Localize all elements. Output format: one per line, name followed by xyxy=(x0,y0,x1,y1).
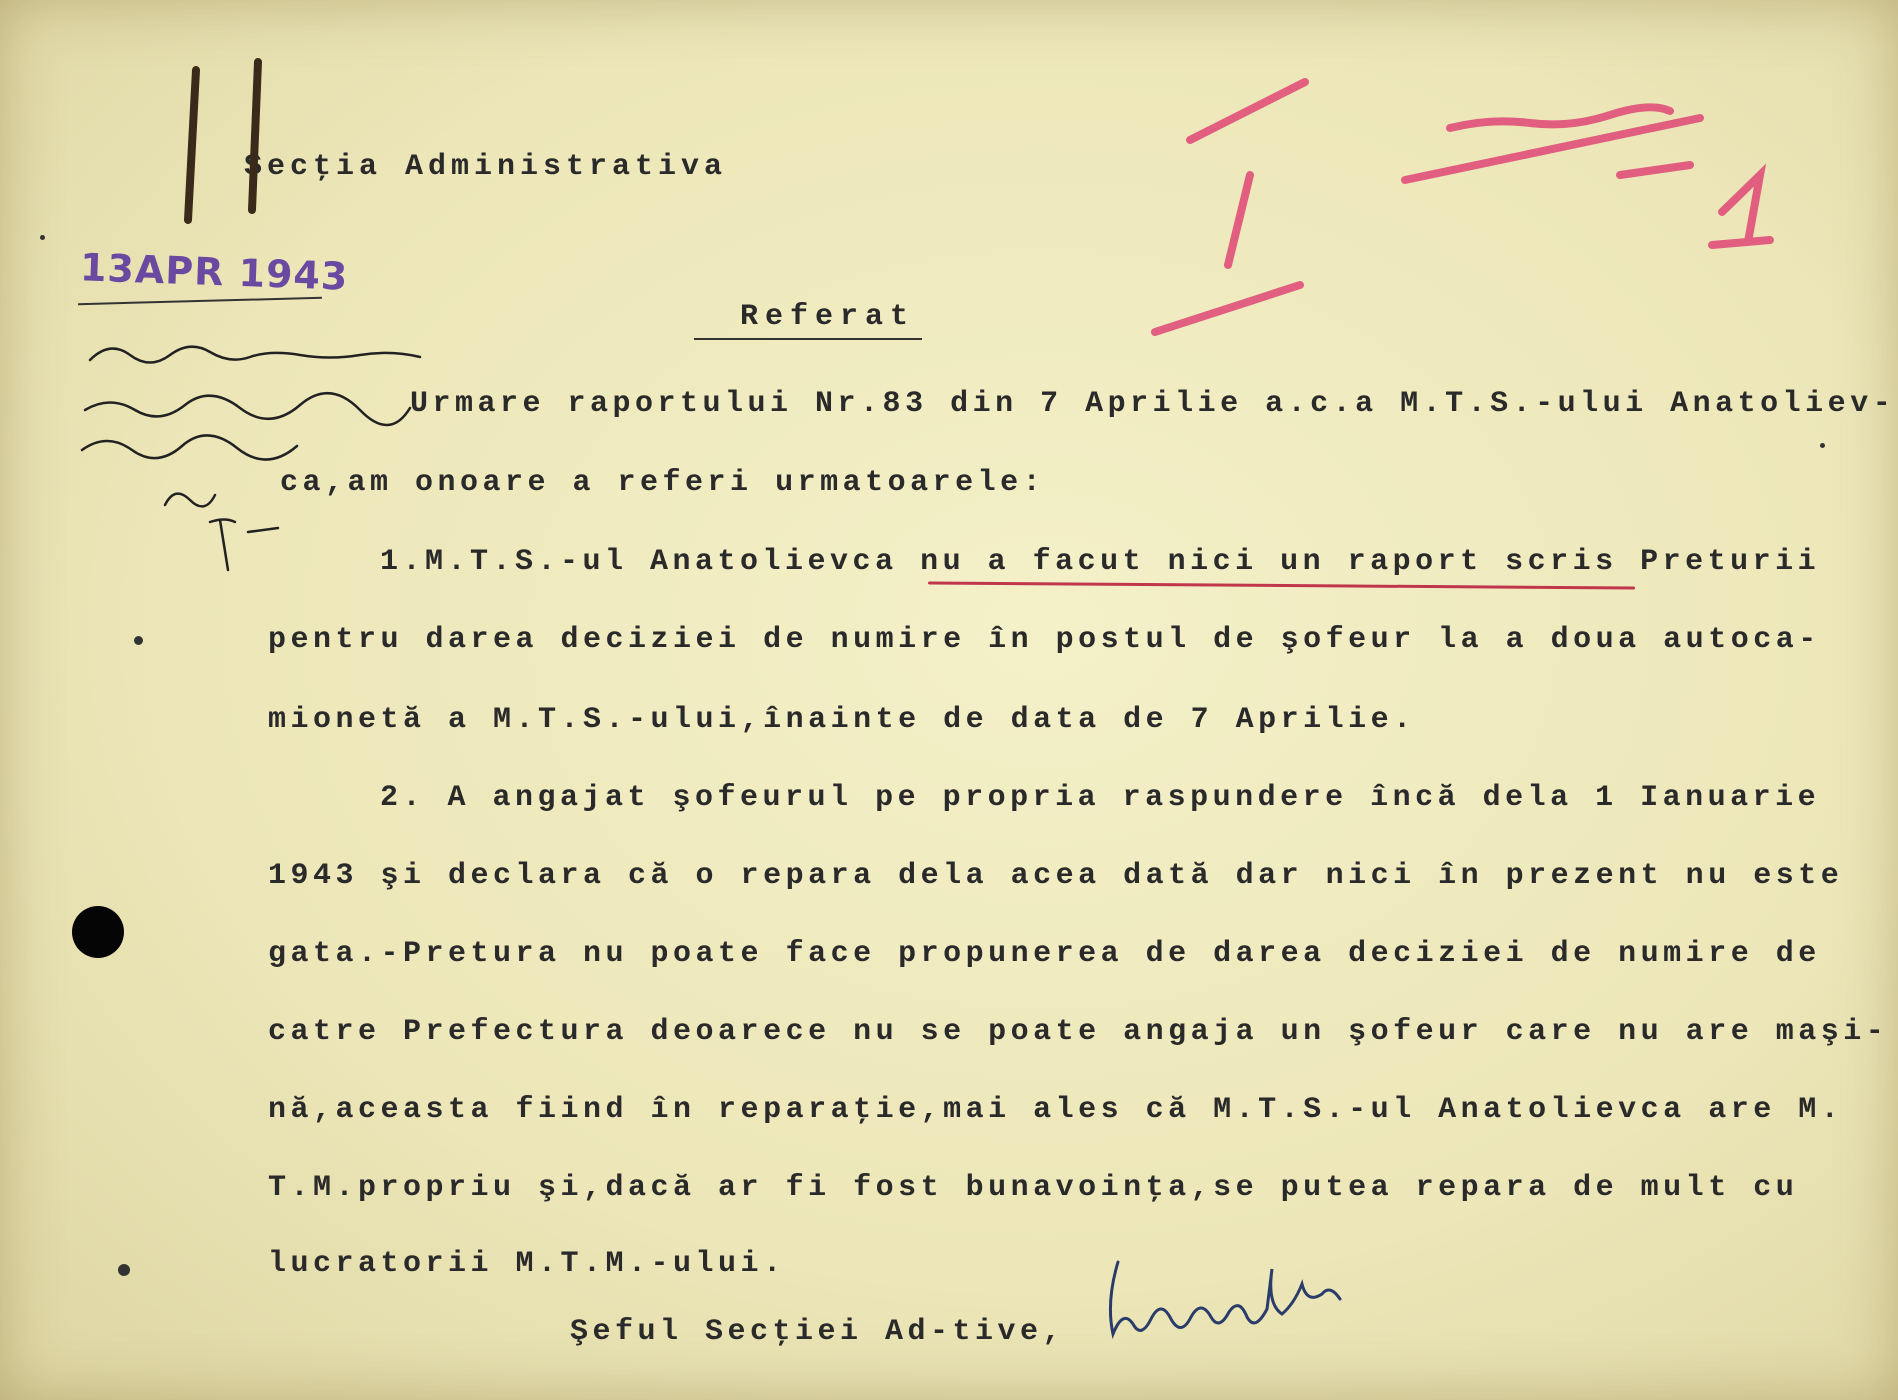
body-line-6: 2. A angajat şofeurul pe propria raspundere încă dela 1 Ianuarie xyxy=(380,781,1821,815)
red-pencil-marks xyxy=(1155,82,1770,332)
body-line-12: lucratorii M.T.M.-ului. xyxy=(268,1247,786,1281)
date-stamp: 13APR 1943 xyxy=(79,245,350,299)
body-line-4: pentru darea deciziei de numire în postul de şofeur la a doua autoca- xyxy=(268,623,1821,657)
body-line-9: catre Prefectura deoarece nu se poate angaja un şofeur care nu are maşi- xyxy=(268,1015,1889,1049)
paper-speck xyxy=(1820,443,1825,448)
body-line-3: 1.M.T.S.-ul Anatolievca nu a facut nici un raport scris Preturii xyxy=(380,545,1821,579)
paper-speck xyxy=(40,235,45,240)
ink-strokes-top xyxy=(188,62,258,220)
body-line-7: 1943 şi declara că o repara dela acea dată dar nici în prezent nu este xyxy=(268,859,1844,893)
paper-speck xyxy=(134,636,143,645)
paper-speck xyxy=(118,1264,130,1276)
punch-hole xyxy=(72,906,124,958)
body-line-1: Urmare raportului Nr.83 din 7 Aprilie a.c.a M.T.S.-ului Anatoliev- xyxy=(410,387,1896,421)
department-heading: Secţia Administrativa xyxy=(244,150,728,184)
signature-label: Şeful Secţiei Ad-tive, xyxy=(570,1315,1066,1349)
body-line-2: ca,am onoare a referi urmatoarele: xyxy=(280,466,1046,500)
handwritten-margin-note xyxy=(82,347,420,570)
body-line-8: gata.-Pretura nu poate face propunerea de darea deciziei de numire de xyxy=(268,937,1821,971)
body-line-10: nă,aceasta fiind în reparaţie,mai ales că M.T.S.-ul Anatolievca are M. xyxy=(268,1093,1844,1127)
body-line-5: mionetă a M.T.S.-ului,înainte de data de 7 Aprilie. xyxy=(268,703,1416,737)
body-line-11: T.M.propriu şi,dacă ar fi fost bunavoinţa,se putea repara de mult cu xyxy=(268,1171,1799,1205)
handwritten-signature xyxy=(1110,1262,1340,1334)
document-title: Referat xyxy=(740,300,916,334)
